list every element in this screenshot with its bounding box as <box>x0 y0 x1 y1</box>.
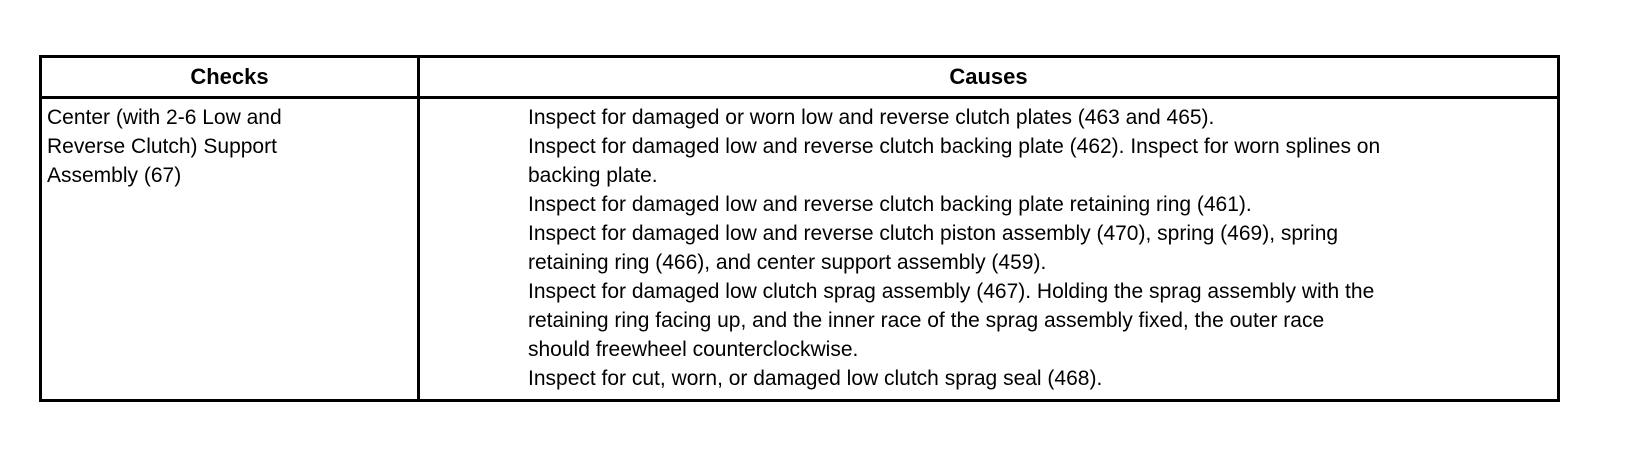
cause-line: Inspect for damaged low clutch sprag assembly (467). Holding the sprag assembly with the <box>528 280 1375 303</box>
cause-line: Inspect for damaged low and reverse clutch piston assembly (470), spring (469), spring <box>528 222 1339 245</box>
cause-line: Inspect for cut, worn, or damaged low clutch sprag seal (468). <box>528 367 1103 390</box>
cause-line: should freewheel counterclockwise. <box>528 338 859 361</box>
causes-cell <box>419 98 1559 401</box>
causes-column-header: Causes <box>419 57 1559 98</box>
cause-line: Inspect for damaged low and reverse clutch backing plate retaining ring (461). <box>528 193 1252 216</box>
check-line: Reverse Clutch) Support <box>47 135 277 158</box>
cause-line: Inspect for damaged low and reverse clutch backing plate (462). Inspect for worn splines on <box>528 135 1381 158</box>
check-line: Assembly (67) <box>47 164 182 187</box>
cause-line: retaining ring facing up, and the inner race of the sprag assembly fixed, the outer race <box>528 309 1325 332</box>
table-header-row <box>41 57 1559 98</box>
check-cell <box>41 98 419 401</box>
checks-causes-table <box>39 55 1560 402</box>
cause-line: Inspect for damaged or worn low and reverse clutch plates (463 and 465). <box>528 106 1215 129</box>
checks-column-header: Checks <box>41 57 419 98</box>
check-line: Center (with 2-6 Low and <box>47 106 282 129</box>
cause-line: retaining ring (466), and center support assembly (459). <box>528 251 1047 274</box>
cause-line: backing plate. <box>528 164 658 187</box>
table-row <box>41 98 1559 401</box>
